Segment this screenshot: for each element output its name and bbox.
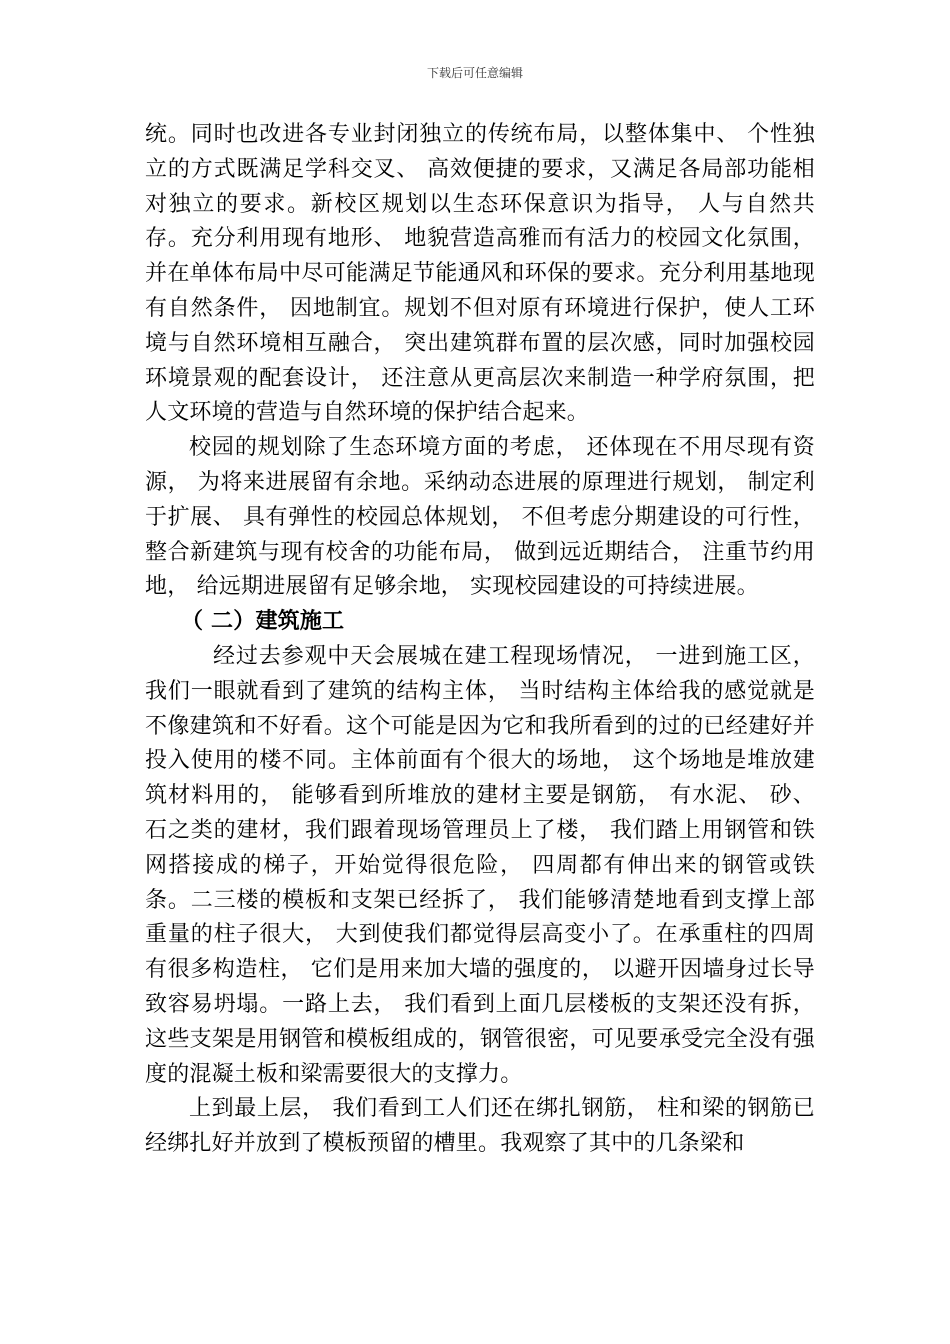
- paragraph-planning-continued: 统。同时也改进各专业封闭独立的传统布局，以整体集中、 个性独立的方式既满足学科交叉、 高效便捷的要求，又满足各局部功能相对独立的要求。新校区规划以生态环保意识为指导， 人与自然共存。充分利用现有地形、 地貌营造高雅而有活力的校园文化氛围， 并在单体布局中尽可能满足节能通风和环保的要求。充分利用基地现有自然条件， 因地制宜。规划不但对原有环境进行保护，使人工环境与自然环境相互融合， 突出建筑群布置的层次感，同时加强校园环境景观的配套设计， 还注意从更高层次来制造一种学府氛围，把人文环境的营造与自然环境的保护结合起来。: [145, 122, 815, 426]
- paragraph-site-visit: 经过去参观中天会展城在建工程现场情况， 一进到施工区，我们一眼就看到了建筑的结构主体， 当时结构主体给我的感觉就是不像建筑和不好看。这个可能是因为它和我所看到的过的已经建好并投入使用的楼不同。主体前面有个很大的场地， 这个场地是堆放建筑材料用的， 能够看到所堆放的建材主要是钢筋， 有水泥、 砂、 石之类的建材，我们跟着现场管理员上了楼， 我们踏上用钢管和铁网搭接成的梯子，开始觉得很危险， 四周都有伸出来的钢管或铁条。二三楼的模板和支架已经拆了， 我们能够清楚地看到支撑上部重量的柱子很大， 大到使我们都觉得层高变小了。在承重柱的四周有很多构造柱， 它们是用来加大墙的强度的， 以避开因墙身过长导致容易坍塌。一路上去， 我们看到上面几层楼板的支架还没有拆，这些支架是用钢管和模板组成的，钢管很密，可见要承受完全没有强度的混凝土板和梁需要很大的支撑力。: [145, 643, 815, 1087]
- document-body: [145, 118, 815, 1162]
- paragraph-campus-planning: 校园的规划除了生态环境方面的考虑， 还体现在不用尽现有资源， 为将来进展留有余地。采纳动态进展的原理进行规划， 制定利于扩展、 具有弹性的校园总体规划， 不但考虑分期建设的可行性， 整合新建筑与现有校舍的功能布局， 做到远近期结合， 注重节约用地， 给远期进展留有足够余地， 实现校园建设的可持续进展。: [145, 435, 815, 600]
- page-header: 下载后可任意编辑: [426, 66, 523, 80]
- section-heading-construction: （ 二）建筑施工: [181, 609, 345, 635]
- paragraph-top-floor: 上到最上层， 我们看到工人们还在绑扎钢筋， 柱和梁的钢筋已经绑扎好并放到了模板预留的槽里。我观察了其中的几条梁和: [145, 1096, 815, 1157]
